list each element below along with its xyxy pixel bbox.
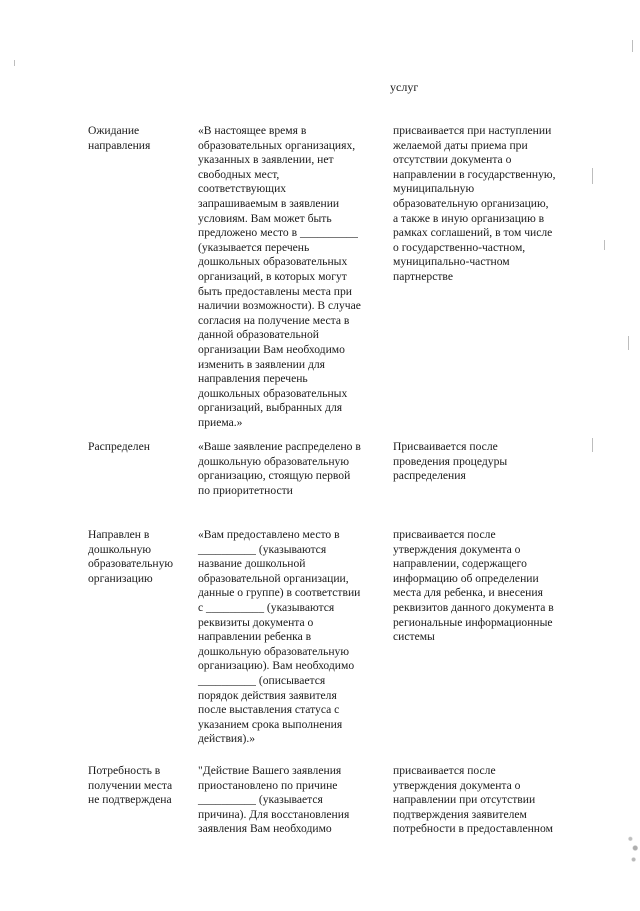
scan-mark xyxy=(604,240,605,250)
status-name: Ожидание направления xyxy=(88,124,151,152)
scan-mark xyxy=(14,60,15,66)
scan-mark xyxy=(592,168,593,184)
status-message: «Ваше заявление распределено в дошкольную образовательную организацию, стоящую первой по приоритетности xyxy=(198,440,361,497)
status-message: «Вам предоставлено место в __________ (указываются название дошкольной образовательной организации, данные о группе) в соответствии с __________ (указываются реквизиты документа о направлении ребенка в дошкольную образовательную организацию). Вам необходимо __________ (описывается порядок действия заявителя после выставления статуса с указанием срока выполнения действия).» xyxy=(198,528,361,746)
status-condition: Присваивается после проведения процедуры распределения xyxy=(393,440,508,483)
status-name: Направлен в дошкольную образовательную организацию xyxy=(88,528,174,585)
status-condition: присваивается после утверждения документа о направлении при отсутствии подтверждения заявителем потребности в предоставленном xyxy=(393,764,553,836)
status-condition: присваивается при наступлении желаемой даты приема при отсутствии документа о направлении в государственную, муниципальную образовательную организацию, а также в иную организацию в рамках соглашений, в том числе о государственно-частном, муниципально-частном партнерстве xyxy=(393,124,556,283)
status-name: Потребность в получении места не подтверждена xyxy=(88,764,173,807)
scan-mark xyxy=(632,40,633,52)
continued-header-word: услуг xyxy=(390,80,419,94)
scan-mark xyxy=(592,438,593,452)
scan-smudge xyxy=(624,825,640,871)
status-message: «В настоящее время в образовательных организациях, указанных в заявлении, нет свободных мест, соответствующих запрашиваемым в заявлении условиям. Вам может быть предложено место в __________ (указывается перечень дошкольных образовательных организаций, в которых могут быть предоставлены места при наличии возможности). В случае согласия на получение места в данной образовательной организации Вам необходимо изменить в заявлении для направления перечень дошкольных образовательных организаций, выбранных для приема.» xyxy=(198,124,361,429)
status-message: "Действие Вашего заявления приостановлено по причине __________ (указывается причина). Для восстановления заявления Вам необходимо xyxy=(198,764,350,836)
scan-mark xyxy=(628,336,629,350)
status-name: Распределен xyxy=(88,440,150,453)
status-condition: присваивается после утверждения документа о направлении, содержащего информацию об определении места для ребенка, и внесения реквизитов данного документа в региональные информационные системы xyxy=(393,528,554,644)
